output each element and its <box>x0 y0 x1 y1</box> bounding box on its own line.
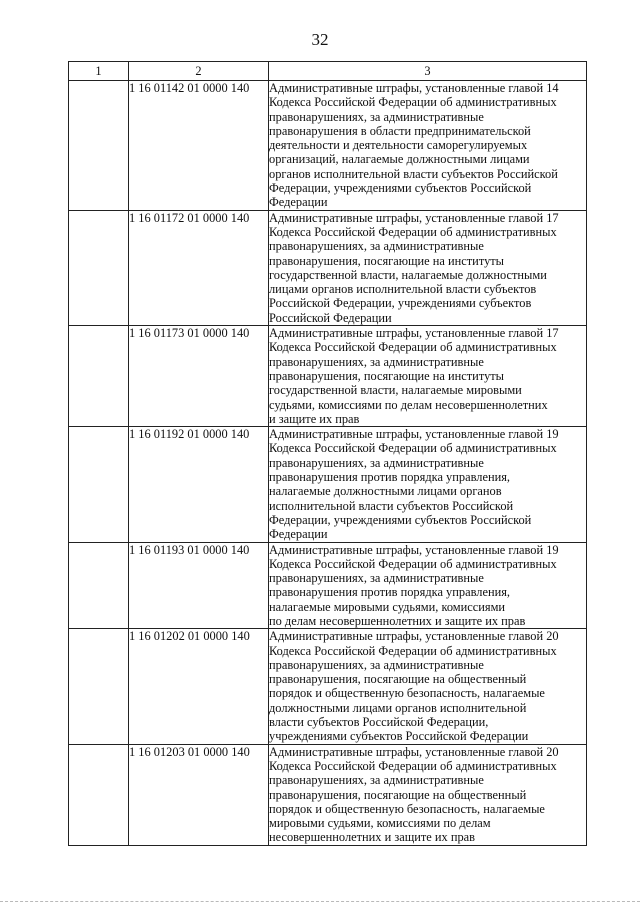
page-number: 32 <box>311 30 329 49</box>
row-col-1 <box>69 744 129 845</box>
header-col-3: 3 <box>269 62 587 81</box>
table-row <box>69 326 587 427</box>
row-col-1 <box>69 427 129 542</box>
revenue-codes-table <box>68 61 587 846</box>
row-col-1 <box>69 210 129 325</box>
row-description: Административные штрафы, установленные главой 19 Кодекса Российской Федерации об административных правонарушениях, за административные правонарушения против порядка управления, налагаемые мировыми судьями, комиссиями по делам несовершеннолетних и защите их прав <box>269 542 587 629</box>
table-header-row <box>69 62 587 81</box>
row-description: Административные штрафы, установленные главой 20 Кодекса Российской Федерации об административных правонарушениях, за административные правонарушения, посягающие на общественный порядок и общественную безопасность, налагаемые должностными лицами органов исполнительной власти субъектов Российской Федерации, учреждениями субъектов Российской Федерации <box>269 629 587 744</box>
row-code: 1 16 01202 01 0000 140 <box>129 629 269 744</box>
table-row <box>69 427 587 542</box>
table-row <box>69 81 587 211</box>
scan-edge-line <box>0 901 640 902</box>
row-col-1 <box>69 81 129 211</box>
row-code: 1 16 01173 01 0000 140 <box>129 326 269 427</box>
row-col-1 <box>69 629 129 744</box>
row-code: 1 16 01203 01 0000 140 <box>129 744 269 845</box>
table-row <box>69 210 587 325</box>
row-code: 1 16 01192 01 0000 140 <box>129 427 269 542</box>
row-description: Административные штрафы, установленные главой 17 Кодекса Российской Федерации об административных правонарушениях, за административные правонарушения, посягающие на институты государственной власти, налагаемые должностными лицами органов исполнительной власти субъектов Российской Федерации, учреждениями субъектов Российской Федерации <box>269 210 587 325</box>
row-code: 1 16 01142 01 0000 140 <box>129 81 269 211</box>
header-col-2: 2 <box>129 62 269 81</box>
header-col-1: 1 <box>69 62 129 81</box>
row-description: Административные штрафы, установленные главой 20 Кодекса Российской Федерации об административных правонарушениях, за административные правонарушения, посягающие на общественный порядок и общественную безопасность, налагаемые мировыми судьями, комиссиями по делам несовершеннолетних и защите их прав <box>269 744 587 845</box>
row-col-1 <box>69 542 129 629</box>
row-description: Административные штрафы, установленные главой 19 Кодекса Российской Федерации об административных правонарушениях, за административные правонарушения против порядка управления, налагаемые должностными лицами органов исполнительной власти субъектов Российской Федерации, учреждениями субъектов Российской Федерации <box>269 427 587 542</box>
row-description: Административные штрафы, установленные главой 17 Кодекса Российской Федерации об административных правонарушениях, за административные правонарушения, посягающие на институты государственной власти, налагаемые мировыми судьями, комиссиями по делам несовершеннолетних и защите их прав <box>269 326 587 427</box>
row-code: 1 16 01193 01 0000 140 <box>129 542 269 629</box>
row-description: Административные штрафы, установленные главой 14 Кодекса Российской Федерации об административных правонарушениях, за административные правонарушения в области предпринимательской деятельности и деятельности саморегулируемых организаций, налагаемые должностными лицами органов исполнительной власти субъектов Российской Федерации, учреждениями субъектов Российской Федерации <box>269 81 587 211</box>
table-row <box>69 542 587 629</box>
table-row <box>69 744 587 845</box>
row-code: 1 16 01172 01 0000 140 <box>129 210 269 325</box>
table-row <box>69 629 587 744</box>
row-col-1 <box>69 326 129 427</box>
